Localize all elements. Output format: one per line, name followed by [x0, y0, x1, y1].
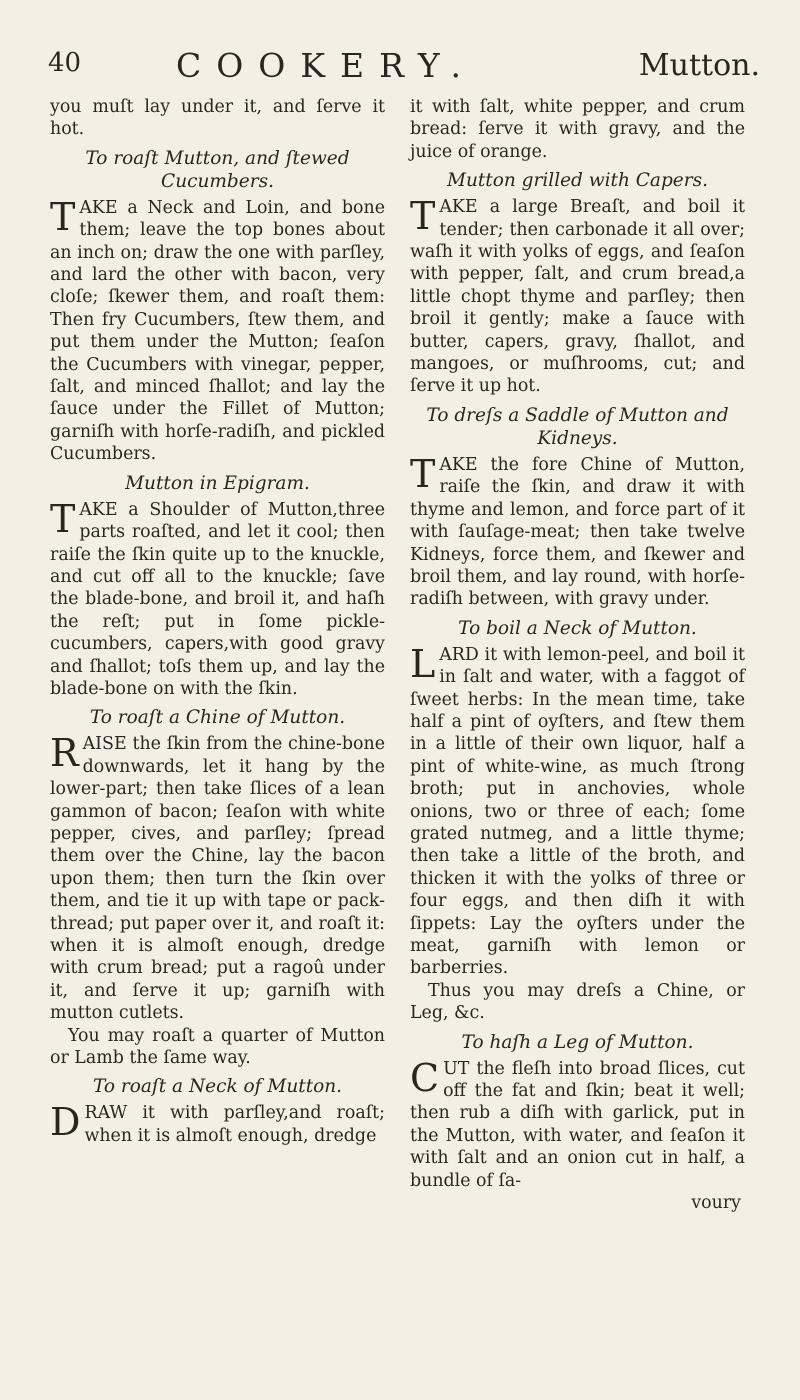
recipe-text: AKE a Shoulder of Mutton,three parts roaſted, and let it cool; then raiſe the ſkin quite up to the knuckle, and cut off all to the knuckle; ſave the blade-bone, and broil it, and haſh the reſt; put in ſome pickle-cucumbers, capers,with good gravy and ſhallot; toſs them up, and lay the blade-bone on with the ſkin. — [50, 499, 385, 699]
drop-cap: C — [410, 1055, 440, 1100]
recipe-paragraph — [50, 496, 385, 701]
drop-cap: R — [50, 731, 79, 776]
recipe-heading: Mutton in Epigram. — [125, 472, 310, 494]
recipe-heading: To roaſt a Neck of Mutton. — [92, 1076, 343, 1098]
catchword: voury — [691, 1193, 741, 1214]
recipe-text: AKE the fore Chine of Mutton, raiſe the ſkin, and draw it with thyme and lemon, and force part of it with ſauſage-meat; then take twelve Kidneys, force them, and ſkewer and broil them, and lay round, with horſe-radiſh between, with gravy under. — [410, 454, 745, 610]
drop-cap: T — [50, 194, 76, 239]
recipe-paragraph — [410, 641, 745, 980]
drop-cap: L — [410, 641, 436, 686]
recipe-paragraph — [50, 733, 385, 1024]
drop-cap: T — [50, 496, 76, 541]
right-column — [410, 96, 745, 1214]
body-paragraph: it with ſalt, white pepper, and crum bread: ſerve it with gravy, and the juice of orange. — [410, 97, 745, 162]
drop-cap: D — [50, 1100, 81, 1145]
body-paragraph: you muſt lay under it, and ſerve it hot. — [50, 97, 385, 140]
recipe-heading: Mutton grilled with Capers. — [447, 170, 708, 192]
page-number: 40 — [48, 48, 82, 78]
section-label: Mutton. — [638, 48, 760, 83]
recipe-paragraph — [50, 1102, 385, 1147]
recipe-text: ARD it with lemon-peel, and boil it in ſalt and water, with a faggot of ſweet herbs: In the mean time, take half a pint of oyſters, and ſtew them in a little of their own liquor, half a pint of white-wine, as much ſtrong broth; put in anchovies, whole onions, two or three of each; ſome grated nutmeg, and a little thyme; then take a little of the broth, and thicken it with the yolks of three or four eggs, and then diſh it with ſippets: Lay the oyſters under the meat, garniſh with lemon or barberries. — [410, 644, 745, 979]
recipe-text: AISE the ſkin from the chine-bone downwards, let it hang by the lower-part; then take ſlices of a lean gammon of bacon; ſeaſon with white pepper, cives, and parſley; ſpread them over the Chine, lay the bacon upon them; then turn the ſkin over them, and tie it up with tape or pack-thread; put paper over it, and roaſt it: when it is almoſt enough, dredge with crum bread; put a ragoû under it, and ſerve it up; garniſh with mutton cutlets. — [50, 734, 385, 1024]
recipe-heading: To haſh a Leg of Mutton. — [461, 1031, 694, 1053]
recipe-heading: To dreſs a Saddle of Mutton and Kidneys. — [426, 404, 729, 449]
recipe-paragraph — [50, 194, 385, 466]
left-column — [50, 96, 385, 1147]
recipe-paragraph — [410, 196, 745, 398]
recipe-heading: To roaſt Mutton, and ſtewed Cucumbers. — [85, 147, 350, 192]
recipe-heading: To boil a Neck of Mutton. — [458, 617, 697, 639]
recipe-text: RAW it with parſley,and roaſt; when it is almoſt enough, dredge — [84, 1103, 385, 1146]
body-paragraph: Thus you may dreſs a Chine, or Leg, &c. — [410, 980, 745, 1024]
body-paragraph: You may roaſt a quarter of Mutton or Lamb the ſame way. — [50, 1025, 385, 1069]
running-title: COOKERY. — [176, 46, 476, 85]
drop-cap: T — [410, 451, 436, 496]
drop-cap: T — [410, 194, 436, 239]
recipe-heading: To roaſt a Chine of Mutton. — [89, 707, 346, 729]
recipe-paragraph — [410, 1055, 745, 1192]
page-header — [48, 42, 760, 88]
recipe-paragraph — [410, 451, 745, 611]
recipe-text: AKE a large Breaſt, and boil it tender; then carbonade it all over; waſh it with yolks of eggs, and ſeaſon with pepper, ſalt, and crum bread,a little chopt thyme and parſley; then broil it gently; make a ſauce with butter, capers, gravy, ſhallot, and mangoes, or muſhrooms, cut; and ſerve it up hot. — [410, 197, 745, 397]
recipe-text: UT the fleſh into broad ſlices, cut off the fat and ſkin; beat it well; then rub a diſh with garlick, put in the Mutton, with water, and ſeaſon it with ſalt and an onion cut in half, a bundle of ſa- — [410, 1058, 745, 1191]
recipe-text: AKE a Neck and Loin, and bone them; leave the top bones about an inch on; draw the one with parſley, and lard the other with bacon, very cloſe; ſkewer them, and roaſt them: Then fry Cucumbers, ſtew them, and put them under the Mutton; ſeaſon the Cucumbers with vinegar, pepper, ſalt, and minced ſhallot; and lay the ſauce under the Fillet of Mutton; garniſh with horſe-radiſh, and pickled Cucumbers. — [50, 197, 385, 465]
